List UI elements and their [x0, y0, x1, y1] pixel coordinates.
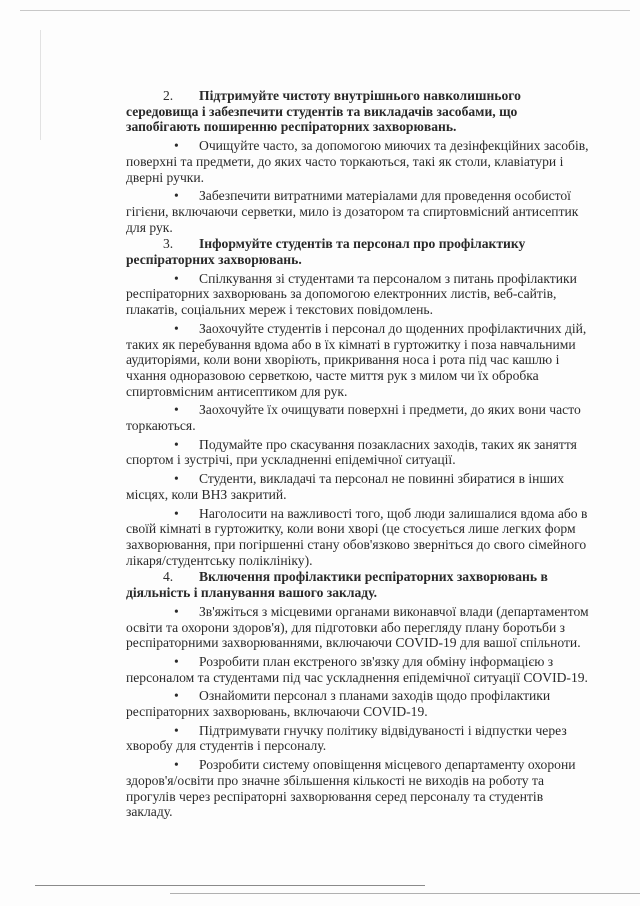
bullet-text: поверхні та предмети, до яких часто торкаються, такі як столи, клавіатури і — [126, 153, 564, 169]
bullet-line — [126, 204, 616, 220]
bullet-text: Заохочуйте студентів і персонал до щоденних профілактичних дій, — [199, 320, 587, 336]
bullet-line — [126, 620, 616, 636]
bullet-line — [126, 352, 616, 368]
bullet-item — [126, 654, 616, 685]
bullet-text: респіраторних захворювань, включаючи COVID-19. — [126, 704, 428, 720]
heading-line — [126, 252, 616, 268]
bullet-text: закладу. — [126, 804, 173, 820]
bullet-line — [126, 521, 616, 537]
bullet-line — [126, 670, 616, 686]
bullet-icon: • — [174, 138, 179, 154]
bullet-icon: • — [174, 471, 179, 487]
bullet-text: Ознайомити персонал з планами заходів щодо профілактики — [199, 688, 551, 704]
bullet-item — [126, 604, 616, 651]
bullet-text: Подумайте про скасування позакласних заходів, таких як заняття — [199, 436, 577, 452]
bullet-text: плакатів, соціальних мереж і текстових повідомлень. — [126, 302, 434, 318]
bullet-line — [126, 635, 616, 651]
bullet-line — [126, 789, 616, 805]
bullet-line — [126, 654, 616, 670]
bullet-line — [126, 506, 616, 522]
bullet-text: дверні ручки. — [126, 169, 205, 185]
bullet-text: для рук. — [126, 219, 173, 235]
bullet-line — [126, 471, 616, 487]
scan-edge-line-bottom-2 — [170, 893, 640, 894]
bullet-icon: • — [174, 402, 179, 418]
bullet-text: Очищуйте часто, за допомогою миючих та дезінфекційних засобів, — [199, 138, 589, 154]
bullet-icon: • — [174, 603, 179, 619]
bullet-icon: • — [174, 653, 179, 669]
bullet-line — [126, 188, 616, 204]
bullet-text: хворобу для студентів і персоналу. — [126, 738, 327, 754]
bullet-item — [126, 271, 616, 318]
bullet-line — [126, 220, 616, 236]
bullet-line — [126, 302, 616, 318]
heading-line — [126, 119, 616, 135]
bullet-text: респіраторних захворювань за допомогою електронних листів, веб-сайтів, — [126, 286, 557, 302]
heading-line — [126, 569, 616, 585]
heading-text: Інформуйте студентів та персонал про профілактику — [199, 236, 526, 252]
heading-line — [126, 104, 616, 120]
bullet-text: персоналом та студентами під час ускладнення епідемічної ситуації COVID-19. — [126, 669, 588, 685]
bullet-text: місцях, коли ВНЗ закритий. — [126, 486, 287, 502]
heading-text: діяльність і планування вашого закладу. — [126, 585, 378, 601]
bullet-text: Розробити план екстреного зв'язку для обміну інформацією з — [199, 653, 554, 669]
heading-text: середовища і забезпечити студентів та викладачів засобами, що — [126, 103, 518, 119]
bullet-text: Зв'яжіться з місцевими органами виконавчої влади (департаментом — [199, 603, 589, 619]
bullet-text: прогулів через респіраторні захворювання серед персоналу та студентів — [126, 788, 544, 804]
section-heading — [126, 88, 616, 135]
bullet-line — [126, 368, 616, 384]
bullet-line — [126, 804, 616, 820]
bullet-line — [126, 537, 616, 553]
bullet-text: захворювання, при погіршенні стану обов'язково зверніться до свого сімейного — [126, 536, 587, 552]
bullet-text: Заохочуйте їх очищувати поверхні і предмети, до яких вони часто — [199, 402, 581, 418]
scan-edge-line-bottom-1 — [35, 885, 425, 886]
scan-edge-line-top — [20, 10, 630, 11]
scan-edge-line-left — [40, 30, 41, 140]
bullet-text: Студенти, викладачі та персонал не повинні збиратися в інших — [199, 471, 564, 487]
bullet-line — [126, 688, 616, 704]
bullet-line — [126, 604, 616, 620]
bullet-text: гігієни, включаючи серветки, мило із дозатором та спиртовмісний антисептик — [126, 203, 579, 219]
bullet-line — [126, 286, 616, 302]
bullet-line — [126, 723, 616, 739]
bullet-text: аудиторіями, коли вони хворіють, прикривання носа і рота під час кашлю і — [126, 352, 560, 368]
heading-text: запобігають поширенню респіраторних захворювань. — [126, 119, 457, 135]
heading-line — [126, 236, 616, 252]
bullet-line — [126, 773, 616, 789]
heading-line — [126, 585, 616, 601]
bullet-item — [126, 138, 616, 185]
bullet-item — [126, 506, 616, 569]
section-number: 3. — [163, 236, 174, 252]
bullet-text: чхання одноразовою серветкою, часте миття рук з милом чи їх обробка — [126, 367, 539, 383]
section-heading — [126, 569, 616, 600]
bullet-line — [126, 437, 616, 453]
bullet-item — [126, 321, 616, 400]
bullet-text: Спілкування зі студентами та персоналом з питань профілактики — [199, 270, 577, 286]
bullet-text: таких як перебування вдома або в їх кімнаті в гуртожитку і поза навчальними — [126, 336, 576, 352]
heading-text: Підтримуйте чистоту внутрішнього навколишнього — [199, 88, 521, 103]
bullet-icon: • — [174, 270, 179, 286]
section-number: 2. — [163, 88, 174, 103]
bullet-icon: • — [174, 688, 179, 704]
bullet-text: здоров'я/освіти про значне збільшення кількості не виходів на роботу та — [126, 772, 545, 788]
bullet-item — [126, 723, 616, 754]
bullet-text: Підтримувати гнучку політику відвідуваності і відпустки через — [199, 722, 567, 738]
heading-line — [126, 88, 616, 104]
bullet-line — [126, 138, 616, 154]
bullet-line — [126, 553, 616, 569]
bullet-text: своїй кімнаті в гуртожитку, коли вони хворі (це стосується лише легких форм — [126, 521, 576, 537]
bullet-item — [126, 471, 616, 502]
bullet-text: Наголосити на важливості того, щоб люди залишалися вдома або в — [199, 505, 588, 521]
heading-text: респіраторних захворювань. — [126, 252, 302, 268]
bullet-text: спиртовмісним антисептиком для рук. — [126, 383, 348, 399]
bullet-icon: • — [174, 188, 179, 204]
bullet-icon: • — [174, 320, 179, 336]
bullet-line — [126, 321, 616, 337]
bullet-icon: • — [174, 722, 179, 738]
bullet-line — [126, 154, 616, 170]
bullet-line — [126, 738, 616, 754]
section-number: 4. — [163, 569, 174, 585]
bullet-line — [126, 757, 616, 773]
bullet-item — [126, 402, 616, 433]
bullet-text: Забезпечити витратними матеріалами для проведення особистої — [199, 188, 571, 204]
bullet-item — [126, 688, 616, 719]
bullet-text: торкаються. — [126, 418, 196, 434]
bullet-line — [126, 402, 616, 418]
bullet-text: спортом і зустрічі, при ускладненні епідемічної ситуації. — [126, 452, 456, 468]
section-heading — [126, 236, 616, 267]
bullet-item — [126, 188, 616, 235]
bullet-item — [126, 437, 616, 468]
bullet-text: Розробити систему оповіщення місцевого департаменту охорони — [199, 757, 576, 773]
bullet-line — [126, 487, 616, 503]
bullet-text: респіраторними захворюваннями, включаючи COVID-19 для вашої спільноти. — [126, 635, 581, 651]
bullet-line — [126, 170, 616, 186]
bullet-line — [126, 337, 616, 353]
bullet-text: лікаря/студентську поліклініку). — [126, 552, 313, 568]
heading-text: Включення профілактики респіраторних захворювань в — [199, 569, 548, 585]
bullet-line — [126, 704, 616, 720]
bullet-item — [126, 757, 616, 820]
bullet-line — [126, 384, 616, 400]
bullet-text: освіти та охорони здоров'я), для підготовки або перегляду плану боротьби з — [126, 619, 566, 635]
bullet-icon: • — [174, 757, 179, 773]
bullet-icon: • — [174, 436, 179, 452]
bullet-line — [126, 452, 616, 468]
bullet-line — [126, 271, 616, 287]
document-page — [126, 88, 616, 821]
bullet-icon: • — [174, 505, 179, 521]
bullet-line — [126, 418, 616, 434]
